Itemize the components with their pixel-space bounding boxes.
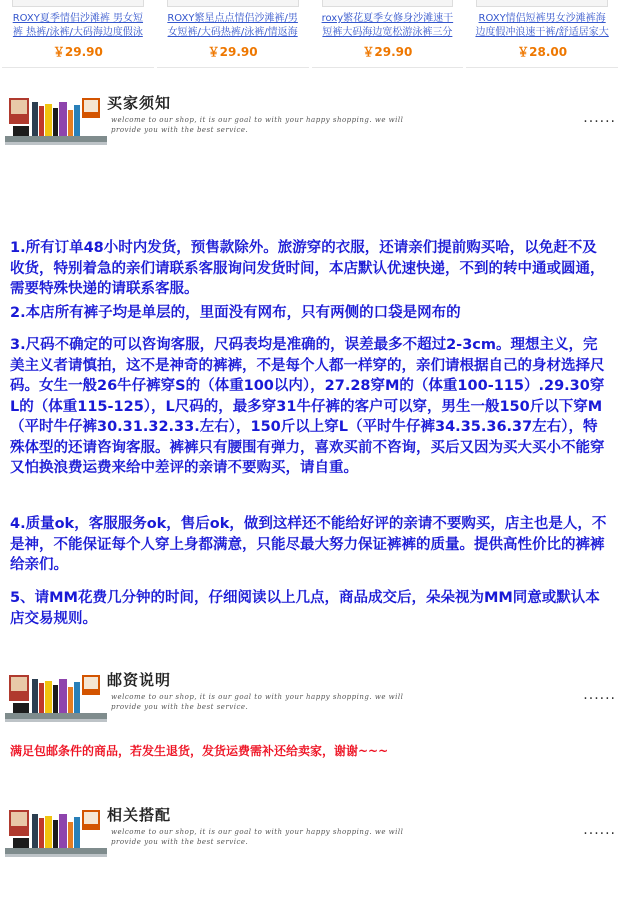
- section-subtitle: [111, 827, 431, 847]
- shipping-header: [0, 665, 620, 725]
- section-title: 买家须知: [107, 94, 172, 112]
- product-price: ￥28.00: [517, 45, 568, 59]
- section-title: 邮资说明: [107, 671, 172, 689]
- notice-item: 2.本店所有裤子均是单层的，里面没有网布，只有两侧的口袋是网布的: [10, 305, 461, 321]
- section-dots: ......: [583, 822, 616, 838]
- section-subtitle-line: welcome to our shop, it is our goal to with your happy shopping. we will: [111, 828, 404, 836]
- bookshelf-photo-icon: [5, 96, 107, 148]
- product-name-link[interactable]: ROXY繁星点点情侣沙滩裤/男女短裤/大码热裤/泳裤/情返海: [167, 13, 298, 38]
- notice-item: 3.尺码不确定的可以咨询客服，尺码表均是准确的，误差最多不超过2-3cm。理想主义，完美主义者请慎拍，这不是神奇的裤裤，不是每个人都一样穿的，亲们请根据自己的身材选择尺码。女生一般26牛仔裤穿S的（体重100以内），27.28穿M的（体重100-115）.29.30穿L的（体重115-125），L尺码的，最多穿31牛仔裤的客户可以穿，男生一般150斤以下穿M（平时牛仔裤30.31.32.33.左右），150斤以上穿L（平时牛仔裤34.35.36.37左右），特殊体型的还请咨询客服。裤裤只有腰围有弹力，喜欢买前不咨询，买后又因为买大买小不能穿又怕换浪费运费来给中差评的亲请不要购买，请自重。: [10, 337, 605, 476]
- section-subtitle-line: provide you with the best service.: [111, 126, 249, 134]
- section-subtitle: [111, 692, 431, 712]
- product-card[interactable]: [312, 0, 464, 68]
- product-name-link[interactable]: roxy繁花夏季女修身沙滩速干短裤大码海边宽松游泳裤三分: [321, 13, 454, 38]
- shipping-note: 满足包邮条件的商品，若发生退货，发货运费需补还给卖家，谢谢~~~: [10, 744, 389, 758]
- product-price: ￥29.90: [362, 45, 413, 59]
- related-products-strip: [0, 0, 620, 68]
- section-subtitle-line: welcome to our shop, it is our goal to with your happy shopping. we will: [111, 116, 404, 124]
- section-subtitle: [111, 115, 431, 135]
- product-card[interactable]: [466, 0, 618, 68]
- notice-item: 4.质量ok，客服服务ok，售后ok，做到这样还不能给好评的亲请不要购买，店主也是人，不是神，不能保证每个人穿上身都满意，只能尽最大努力保证裤裤的质量。提供高性价比的裤裤给亲们。: [10, 516, 607, 573]
- section-dots: ......: [583, 110, 616, 126]
- section-subtitle-line: provide you with the best service.: [111, 703, 249, 711]
- product-image[interactable]: [322, 0, 454, 7]
- related-header: [0, 800, 620, 860]
- section-title: 相关搭配: [107, 806, 172, 824]
- product-card[interactable]: [157, 0, 309, 68]
- section-subtitle-line: welcome to our shop, it is our goal to with your happy shopping. we will: [111, 693, 404, 701]
- product-name-link[interactable]: ROXY情侣短裤男女沙滩裤海边度假冲浪速干裤/舒适居家大: [475, 13, 609, 38]
- product-card[interactable]: [2, 0, 154, 68]
- buyer-notice-header: [0, 88, 620, 148]
- section-subtitle-line: provide you with the best service.: [111, 838, 249, 846]
- product-image[interactable]: [167, 0, 299, 7]
- bookshelf-photo-icon: [5, 808, 107, 860]
- product-image[interactable]: [12, 0, 144, 7]
- notice-item: 1.所有订单48小时内发货，预售款除外。旅游穿的衣服，还请亲们提前购买哈，以免赶不及收货，特别着急的亲们请联系客服询问发货时间，本店默认优速快递，不到的转中通或圆通，需要特殊快递的请联系客服。: [10, 240, 605, 297]
- product-name-link[interactable]: ROXY夏季情侣沙滩裤 男女短裤 热裤/泳裤/大码海边度假泳: [12, 13, 144, 38]
- product-price: ￥29.90: [52, 45, 103, 59]
- bookshelf-photo-icon: [5, 673, 107, 725]
- product-image[interactable]: [476, 0, 608, 7]
- product-price: ￥29.90: [207, 45, 258, 59]
- notice-item: 5、请MM花费几分钟的时间，仔细阅读以上几点，商品成交后，朵朵视为MM同意或默认本店交易规则。: [10, 590, 600, 627]
- section-dots: ......: [583, 687, 616, 703]
